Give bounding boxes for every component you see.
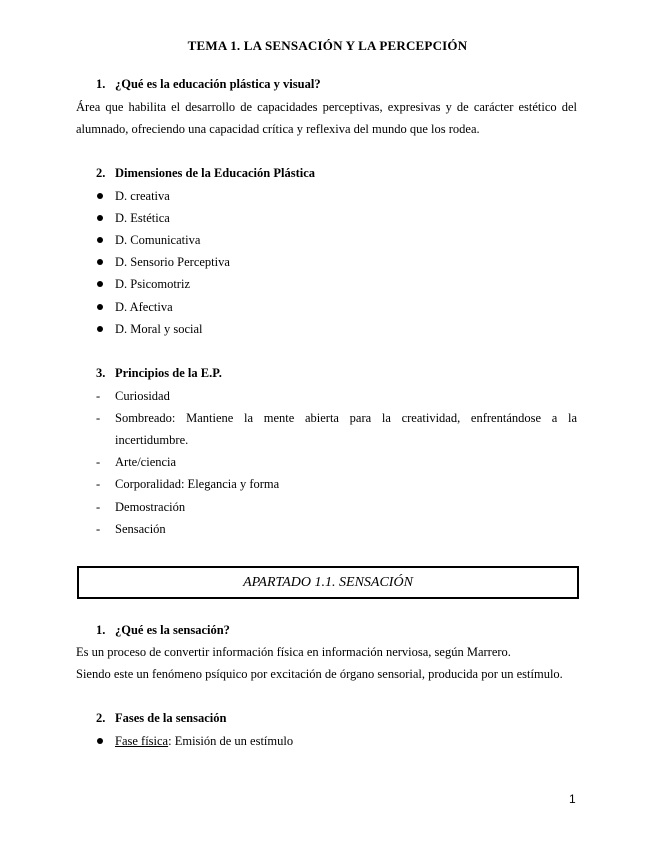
dash-marker: - (96, 455, 101, 469)
bullet-icon (97, 215, 103, 221)
section-number: 1. (96, 77, 106, 91)
bullet-icon (97, 281, 103, 287)
section-heading-fases (96, 711, 226, 726)
fase-fisica-label: Fase física (115, 734, 169, 748)
section-paragraph: Área que habilita el desarrollo de capacidades perceptivas, expresivas y de carácter estético del alumnado, ofreciendo una capacidad crítica y reflexiva del mundo que los rodea. (76, 100, 577, 136)
bullet-icon (97, 193, 103, 199)
section-heading-que-es-sensacion (96, 623, 230, 638)
bullet-icon (97, 738, 103, 744)
apartado-heading-box: APARTADO 1.1. SENSACIÓN (77, 566, 579, 599)
dash-marker: - (96, 500, 101, 514)
bullet-icon (97, 259, 103, 265)
section-number: 1. (96, 623, 106, 637)
document-title: TEMA 1. LA SENSACIÓN Y LA PERCEPCIÓN (187, 38, 468, 53)
section-paragraph-line: Es un proceso de convertir información física en información nerviosa, según Marrero. (76, 645, 511, 659)
dash-marker: - (96, 477, 101, 491)
section-heading-text: Fases de la sensación (115, 711, 227, 725)
page-number: 1 (569, 792, 576, 806)
dash-marker: - (96, 389, 101, 403)
section-heading-text: Dimensiones de la Educación Plástica (115, 166, 316, 180)
bullet-icon (97, 237, 103, 243)
section-heading-text: ¿Qué es la educación plástica y visual? (115, 77, 321, 91)
section-heading-principios (96, 366, 222, 381)
section-number: 3. (96, 366, 106, 380)
section-paragraph-line: Siendo este un fenómeno psíquico por excitación de órgano sensorial, producida por un estímulo. (76, 667, 563, 681)
dash-marker: - (96, 522, 101, 536)
section-heading-text: Principios de la E.P. (115, 366, 222, 380)
bullet-icon (97, 304, 103, 310)
section-number: 2. (96, 711, 106, 725)
section-heading-dimensiones (96, 166, 315, 181)
section-heading-educacion-plastica (96, 77, 321, 92)
dash-marker: - (96, 411, 101, 425)
document-page: TEMA 1. LA SENSACIÓN Y LA PERCEPCIÓN 1. ¿Qué es la educación plástica y visual? Área que habilita el desarrollo de capacidades perceptivas, expresivas y de carácter estético del alumnado, ofreciendo una capacidad crítica y reflexiva del mundo que los rodea. 2. Dimensiones de la Educación Plástica D. creativa D. Estética D. Comunicativa D. Sensorio Perceptiva D. Psicomotriz D. Afectiva D. Moral y social 3. Principios de la E.P. - Curiosidad - Sombreado: Mantiene la mente abierta para la creatividad, enfrentándose a la incertidumbre. - Arte/ciencia - Corporalidad: Elegancia y forma - Demostración - Sensación APARTADO 1.1. SENSACIÓN 1. ¿Qué es la sensación? Es un proceso de convertir información física en información nerviosa, según Marrero. Siendo este un fenómeno psíquico por excitación de órgano sensorial, producida por un estímulo. 2. Fases de la sensación Fase física: Emisión de un estímulo 1 (0, 0, 655, 848)
fase-fisica-text: : Emisión de un estímulo (168, 734, 294, 748)
bullet-icon (97, 326, 103, 332)
section-number: 2. (96, 166, 106, 180)
section-heading-text: ¿Qué es la sensación? (115, 623, 230, 637)
